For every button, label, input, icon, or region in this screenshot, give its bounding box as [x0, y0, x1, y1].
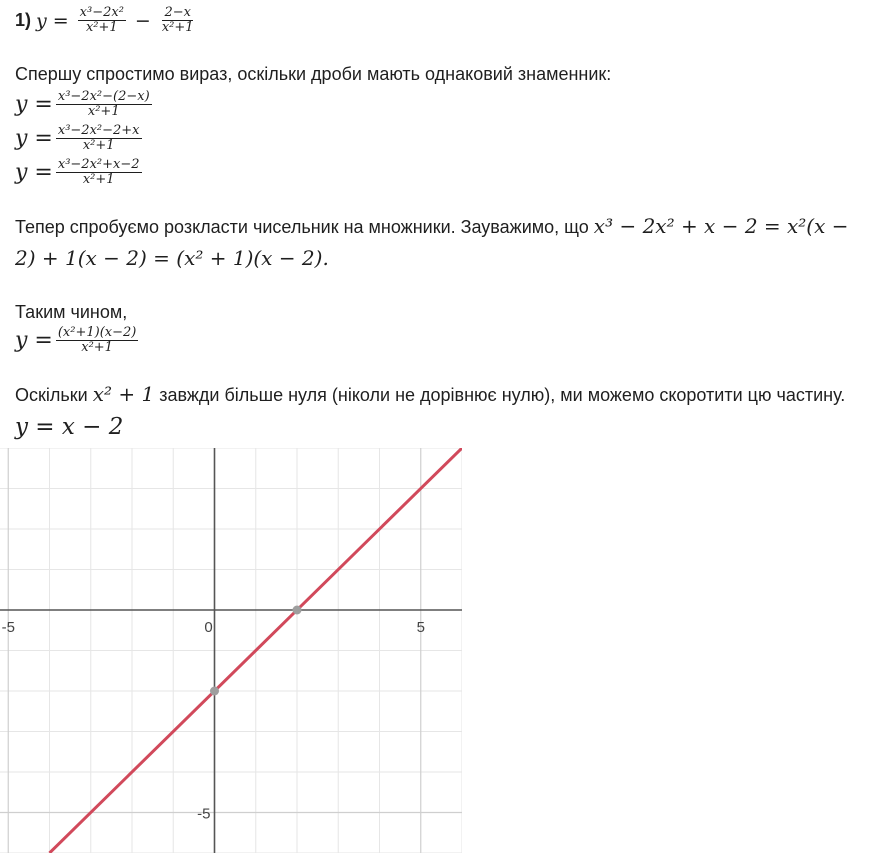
factor-math-2: 2) + 1(x − 2) = (x² + 1)(x − 2). — [15, 246, 329, 270]
fraction-numerator: x³−2x²−2+x — [57, 123, 140, 138]
fraction-denominator: x²+1 — [85, 20, 118, 35]
simplify-intro: Спершу спростимо вираз, оскільки дроби мають однаковий знаменник: — [15, 64, 612, 84]
thus-lhs: y = — [15, 328, 53, 353]
x-tick-label: -5 — [1, 619, 15, 636]
thus-fraction — [56, 326, 139, 355]
fraction-numerator: x³−2x²+x−2 — [57, 157, 140, 172]
step-1 — [15, 90, 155, 119]
step-fraction — [56, 124, 142, 153]
factor-text: Тепер спробуємо розкласти чисельник на множники. Зауважимо, що — [15, 217, 589, 237]
problem-fraction-1 — [78, 6, 126, 35]
step-lhs: y = — [15, 160, 53, 185]
fraction-numerator: x³−2x² — [79, 5, 124, 20]
fraction-denominator: x²+1 — [82, 138, 115, 153]
problem-statement — [15, 6, 199, 35]
function-graph — [0, 448, 462, 853]
fraction-denominator: x²+1 — [82, 172, 115, 187]
x-tick-label: 5 — [416, 619, 425, 636]
fraction-numerator: 2−x — [164, 5, 191, 20]
fraction-denominator: x²+1 — [87, 104, 120, 119]
factor-paragraph-line-1 — [15, 214, 849, 239]
factor-math-1: x³ − 2x² + x − 2 = x²(x − — [593, 214, 849, 238]
step-lhs: y = — [15, 92, 53, 117]
grid-minor — [0, 448, 462, 853]
cancel-text-1: Оскільки — [15, 385, 88, 405]
fraction-denominator: x²+1 — [81, 340, 113, 355]
step-fraction — [56, 158, 142, 187]
cancel-text-2: завжди більше нуля (ніколи не дорівнює нулю), ми можемо скоротити цю частину. — [159, 385, 846, 405]
cancel-paragraph — [15, 382, 845, 407]
thus-equation — [15, 326, 141, 355]
problem-number: 1) — [15, 10, 32, 30]
result-equation: y = x − 2 — [15, 414, 124, 440]
y-tick-label: -5 — [197, 805, 211, 823]
tick-labels — [2, 619, 425, 823]
problem-minus: − — [134, 9, 151, 32]
thus-label: Таким чином, — [15, 302, 128, 322]
step-lhs: y = — [15, 126, 53, 151]
problem-fraction-2 — [160, 6, 196, 35]
intercept-point — [293, 606, 302, 615]
step-fraction — [56, 90, 152, 119]
step-2 — [15, 124, 145, 153]
intercept-point — [210, 687, 219, 696]
x-tick-label: 0 — [204, 619, 213, 636]
factor-paragraph-line-2 — [15, 246, 329, 271]
fraction-numerator: (x²+1)(x−2) — [57, 325, 137, 340]
problem-eq-sign: = — [52, 9, 69, 32]
step-3 — [15, 158, 145, 187]
fraction-numerator: x³−2x²−(2−x) — [57, 89, 150, 104]
cancel-math: x² + 1 — [92, 382, 155, 406]
problem-y: y — [36, 9, 47, 32]
fraction-denominator: x²+1 — [161, 20, 194, 35]
